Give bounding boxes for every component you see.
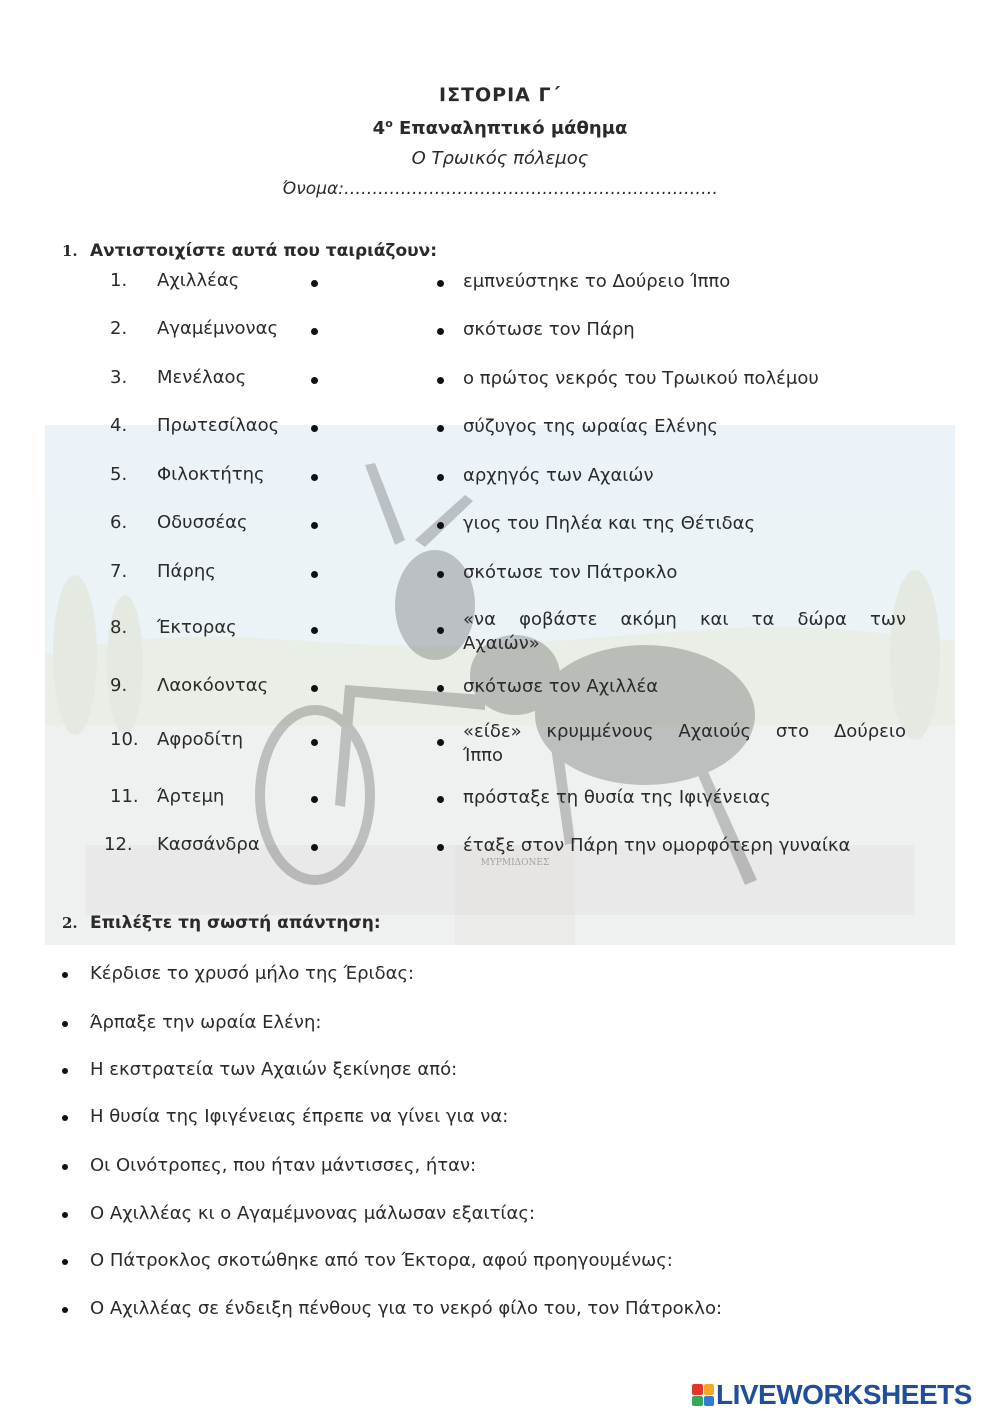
- section-1-heading: [62, 241, 437, 261]
- row-index: 8.: [110, 617, 128, 638]
- left-match-dot[interactable]: [311, 474, 318, 481]
- left-match-dot[interactable]: [311, 739, 318, 746]
- left-match-dot[interactable]: [311, 377, 318, 384]
- row-index: 5.: [110, 464, 128, 485]
- bullet-icon: [62, 1115, 68, 1121]
- match-left-item: Μενέλαος: [157, 367, 247, 388]
- liveworksheets-logo-icon: [692, 1384, 714, 1406]
- match-left-item: Έκτορας: [157, 617, 237, 638]
- match-right-item: σκότωσε τον Πάρη: [463, 319, 635, 340]
- match-left-item: Πρωτεσίλαος: [157, 415, 280, 436]
- row-index: 9.: [110, 675, 128, 696]
- bullet-icon: [62, 1021, 68, 1027]
- match-right-item: [463, 608, 906, 656]
- match-right-item: σκότωσε τον Αχιλλέα: [463, 676, 659, 697]
- bullet-icon: [62, 1212, 68, 1218]
- match-right-item: εμπνεύστηκε το Δούρειο Ίππο: [463, 271, 731, 292]
- row-index: 12.: [104, 834, 133, 855]
- match-right-item: ο πρώτος νεκρός του Τρωικού πολέμου: [463, 368, 819, 389]
- left-match-dot[interactable]: [311, 425, 318, 432]
- liveworksheets-logo[interactable]: [692, 1380, 972, 1410]
- match-right-item-line1: «να φοβάστε ακόμη και τα δώρα των: [463, 609, 906, 630]
- question-text: Ο Αχιλλέας σε ένδειξη πένθους για το νεκρό φίλο του, τον Πάτροκλο:: [90, 1298, 723, 1319]
- right-match-dot[interactable]: [437, 796, 444, 803]
- match-right-item: σύζυγος της ωραίας Ελένης: [463, 416, 718, 437]
- match-left-item: Αχιλλέας: [157, 270, 240, 291]
- section-2-heading: [62, 913, 381, 933]
- right-match-dot[interactable]: [437, 685, 444, 692]
- lesson-text: Επαναληπτικό μάθημα: [392, 118, 628, 139]
- bullet-icon: [62, 1259, 68, 1265]
- question-text: Άρπαξε την ωραία Ελένη:: [90, 1012, 322, 1033]
- name-dots: …………………………………………………………: [343, 179, 718, 199]
- section-1-title: Αντιστοιχίστε αυτά που ταιριάζουν:: [90, 241, 437, 261]
- right-match-dot[interactable]: [437, 739, 444, 746]
- student-name-field[interactable]: [0, 179, 1000, 199]
- right-match-dot[interactable]: [437, 328, 444, 335]
- left-match-dot[interactable]: [311, 685, 318, 692]
- left-match-dot[interactable]: [311, 844, 318, 851]
- row-index: 2.: [110, 318, 128, 339]
- bullet-icon: [62, 1164, 68, 1170]
- match-left-item: Αγαμέμνονας: [157, 318, 279, 339]
- match-right-item-line2: Αχαιών»: [463, 633, 540, 654]
- row-index: 11.: [110, 786, 139, 807]
- name-label: Όνομα:: [282, 179, 344, 199]
- right-match-dot[interactable]: [437, 844, 444, 851]
- section-1-number: 1.: [62, 242, 78, 260]
- match-right-item: γιος του Πηλέα και της Θέτιδας: [463, 513, 756, 534]
- liveworksheets-logo-text: LIVEWORKSHEETS: [716, 1379, 972, 1410]
- left-match-dot[interactable]: [311, 627, 318, 634]
- plaque-title: ΜΥΡΜΙΔΟΝΕΣ: [480, 858, 550, 868]
- row-index: 6.: [110, 512, 128, 533]
- lesson-number-ordinal: ο: [385, 117, 393, 130]
- question-text: Ο Αχιλλέας κι ο Αγαμέμνονας μάλωσαν εξαιτίας:: [90, 1203, 536, 1224]
- section-2-title: Επιλέξτε τη σωστή απάντηση:: [90, 913, 381, 933]
- match-right-item-line1: «είδε» κρυμμένους Αχαιούς στο Δούρειο: [463, 721, 906, 742]
- bullet-icon: [62, 1068, 68, 1074]
- match-left-item: Λαοκόοντας: [157, 675, 269, 696]
- row-index: 1.: [110, 270, 128, 291]
- match-right-item: πρόσταξε τη θυσία της Ιφιγένειας: [463, 787, 771, 808]
- match-right-item: σκότωσε τον Πάτροκλο: [463, 562, 678, 583]
- match-right-item: έταξε στον Πάρη την ομορφότερη γυναίκα: [463, 835, 851, 856]
- left-match-dot[interactable]: [311, 328, 318, 335]
- match-right-item: αρχηγός των Αχαιών: [463, 465, 654, 486]
- match-right-item: [463, 720, 906, 768]
- right-match-dot[interactable]: [437, 571, 444, 578]
- right-match-dot[interactable]: [437, 522, 444, 529]
- lesson-topic: Ο Τρωικός πόλεμος: [411, 148, 589, 169]
- right-match-dot[interactable]: [437, 627, 444, 634]
- right-match-dot[interactable]: [437, 280, 444, 287]
- question-text: Η εκστρατεία των Αχαιών ξεκίνησε από:: [90, 1059, 458, 1080]
- row-index: 10.: [110, 729, 139, 750]
- match-left-item: Πάρης: [157, 561, 216, 582]
- right-match-dot[interactable]: [437, 377, 444, 384]
- match-right-item-line2: Ίππο: [463, 745, 504, 766]
- left-match-dot[interactable]: [311, 571, 318, 578]
- row-index: 3.: [110, 367, 128, 388]
- match-left-item: Άρτεμη: [157, 786, 225, 807]
- right-match-dot[interactable]: [437, 425, 444, 432]
- question-text: Ο Πάτροκλος σκοτώθηκε από τον Έκτορα, αφού προηγουμένως:: [90, 1250, 673, 1271]
- left-match-dot[interactable]: [311, 522, 318, 529]
- page-title: ΙΣΤΟΡΙΑ Γ΄: [439, 84, 561, 106]
- match-left-item: Αφροδίτη: [157, 729, 243, 750]
- question-text: Η θυσία της Ιφιγένειας έπρεπε να γίνει για να:: [90, 1106, 509, 1127]
- right-match-dot[interactable]: [437, 474, 444, 481]
- match-left-item: Οδυσσέας: [157, 512, 248, 533]
- match-left-item: Φιλοκτήτης: [157, 464, 265, 485]
- lesson-number: 4: [372, 118, 386, 139]
- lesson-subtitle: [0, 117, 1000, 139]
- left-match-dot[interactable]: [311, 796, 318, 803]
- row-index: 4.: [110, 415, 128, 436]
- question-text: Οι Οινότροπες, που ήταν μάντισσες, ήταν:: [90, 1155, 477, 1176]
- row-index: 7.: [110, 561, 128, 582]
- section-2-number: 2.: [62, 914, 78, 932]
- left-match-dot[interactable]: [311, 280, 318, 287]
- question-text: Κέρδισε το χρυσό μήλο της Έριδας:: [90, 963, 415, 984]
- match-left-item: Κασσάνδρα: [157, 834, 260, 855]
- bullet-icon: [62, 972, 68, 978]
- bullet-icon: [62, 1307, 68, 1313]
